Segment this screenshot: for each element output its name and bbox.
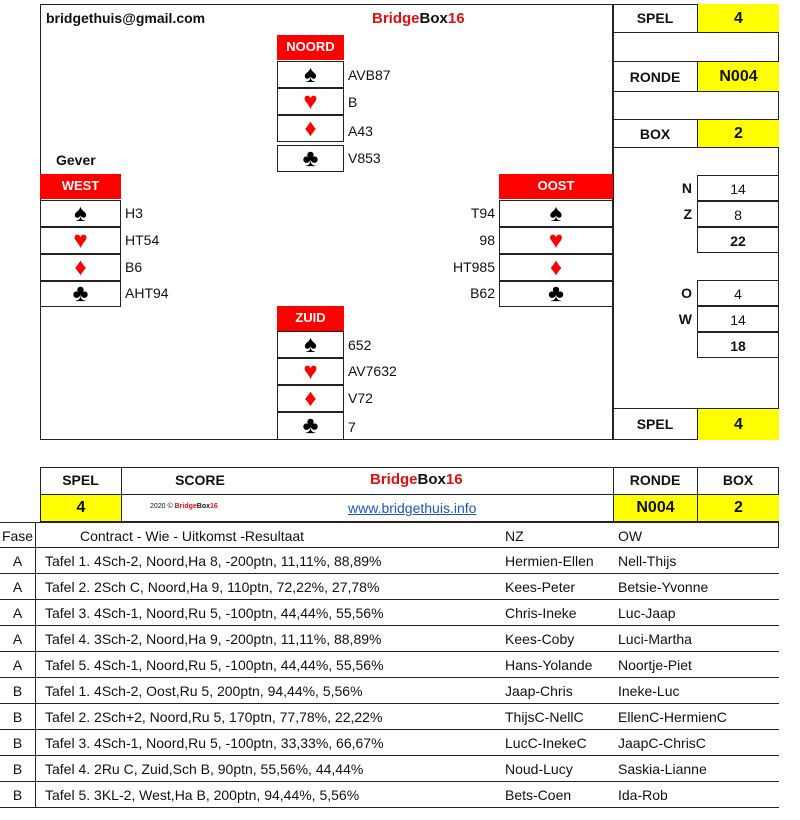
hcp-seat-n: N (681, 180, 692, 196)
heart-icon: ♥ (277, 88, 344, 115)
row-nz: Bets-Coen (500, 782, 614, 808)
row-result: Tafel 2. 2Sch C, Noord,Ha 9, 110ptn, 72,22%, 27,78% (35, 574, 501, 600)
email-text: bridgethuis@gmail.com (46, 10, 206, 26)
row-ow: Betsie-Yvonne (613, 574, 779, 600)
hcp-seat-w: W (678, 311, 692, 327)
noord-header: NOORD (277, 35, 344, 60)
row-result: Tafel 2. 2Sch+2, Noord,Ru 5, 170ptn, 77,78%, 22,22% (35, 704, 501, 730)
noord-spades: AVB87 (348, 67, 391, 83)
table-row (0, 756, 800, 782)
results-table (0, 522, 800, 812)
row-fase: B (0, 782, 36, 808)
copyright: 2020 © BridgeBox16 (150, 503, 218, 510)
row-fase: A (0, 574, 36, 600)
brand-logo: BridgeBox16 (372, 10, 465, 27)
col-divider (121, 467, 122, 522)
side-spacer (613, 33, 779, 62)
heart-icon: ♥ (277, 358, 344, 385)
club-icon: ♣ (499, 281, 613, 307)
hcp-total-ow: 18 (697, 332, 779, 358)
row-result: Tafel 4. 2Ru C, Zuid,Sch B, 90ptn, 55,56%, 44,44% (35, 756, 501, 782)
diamond-icon: ♦ (40, 254, 121, 281)
dealer-label: Gever (56, 152, 96, 168)
spade-icon: ♠ (277, 331, 344, 358)
row-ow: Noortje-Piet (613, 652, 779, 678)
row-fase: A (0, 600, 36, 626)
row-nz: Hermien-Ellen (500, 548, 614, 574)
row-result: Tafel 1. 4Sch-2, Noord,Ha 8, -200ptn, 11,11%, 88,89% (35, 548, 501, 574)
side-spacer (613, 92, 779, 120)
row-ow: Luci-Martha (613, 626, 779, 652)
oost-header: OOST (499, 174, 613, 199)
oost-spades: T94 (470, 205, 495, 221)
row-ow: Nell-Thijs (613, 548, 779, 574)
west-diamonds: B6 (125, 259, 143, 275)
row-ow: JaapC-ChrisC (613, 730, 779, 756)
oost-hearts: 98 (479, 232, 495, 248)
spade-icon: ♠ (277, 61, 344, 88)
table-row (0, 782, 800, 808)
score-spel-value: 4 (41, 495, 121, 521)
row-ow: EllenC-HermienC (613, 704, 779, 730)
noord-clubs: V853 (348, 150, 381, 166)
table-row (0, 652, 800, 678)
col-ow-header: OW (613, 522, 779, 548)
row-nz: Kees-Peter (500, 574, 614, 600)
table-row (0, 600, 800, 626)
row-result: Tafel 5. 3KL-2, West,Ha B, 200ptn, 94,44%, 5,56% (35, 782, 501, 808)
hcp-value-w: 14 (697, 306, 779, 332)
score-brand: BridgeBox16 (370, 471, 463, 488)
row-fase: A (0, 626, 36, 652)
spade-icon: ♠ (40, 200, 121, 227)
club-icon: ♣ (40, 281, 121, 307)
zuid-diamonds: V72 (348, 390, 373, 406)
west-clubs: AHT94 (125, 285, 169, 301)
zuid-hearts: AV7632 (348, 363, 397, 379)
table-row (0, 678, 800, 704)
col-nz-header: NZ (500, 522, 614, 548)
row-ow: Ineke-Luc (613, 678, 779, 704)
row-fase: B (0, 730, 36, 756)
noord-diamonds: A43 (348, 123, 373, 139)
box-label: BOX (613, 120, 697, 148)
west-header: WEST (40, 174, 121, 199)
zuid-clubs: 7 (348, 419, 356, 435)
table-row (0, 626, 800, 652)
row-ow: Luc-Jaap (613, 600, 779, 626)
ronde-value: N004 (697, 62, 779, 92)
score-spel-label: SPEL (62, 472, 99, 488)
table-header-row (0, 522, 800, 548)
row-nz: Jaap-Chris (500, 678, 614, 704)
club-icon: ♣ (277, 145, 344, 172)
spade-icon: ♠ (499, 200, 613, 227)
box-value: 2 (697, 120, 779, 148)
club-icon: ♣ (277, 412, 344, 440)
hcp-value-o: 4 (697, 280, 779, 306)
hcp-value-n: 14 (697, 175, 779, 201)
hcp-value-z: 8 (697, 201, 779, 227)
score-title: SCORE (175, 472, 225, 488)
spel-value: 4 (697, 4, 779, 33)
hcp-seat-o: O (681, 285, 692, 301)
col-fase-header: Fase (0, 522, 36, 548)
table-row (0, 574, 800, 600)
zuid-header: ZUID (277, 306, 344, 331)
row-nz: Chris-Ineke (500, 600, 614, 626)
row-ow: Ida-Rob (613, 782, 779, 808)
heart-icon: ♥ (499, 227, 613, 254)
heart-icon: ♥ (40, 227, 121, 254)
hcp-total-nz: 22 (697, 227, 779, 253)
row-result: Tafel 3. 4Sch-1, Noord,Ru 5, -100ptn, 44,44%, 55,56% (35, 600, 501, 626)
oost-diamonds: HT985 (452, 259, 495, 275)
table-row (0, 548, 800, 574)
row-nz: Hans-Yolande (500, 652, 614, 678)
table-row (0, 730, 800, 756)
oost-clubs: B62 (470, 285, 495, 301)
col-contract-header: Contract - Wie - Uitkomst -Resultaat (35, 522, 501, 548)
row-result: Tafel 4. 3Sch-2, Noord,Ha 9, -200ptn, 11,11%, 88,89% (35, 626, 501, 652)
hcp-seat-z: Z (683, 206, 692, 222)
row-fase: B (0, 704, 36, 730)
row-ow: Saskia-Lianne (613, 756, 779, 782)
table-row (0, 704, 800, 730)
row-nz: Kees-Coby (500, 626, 614, 652)
row-result: Tafel 3. 4Sch-1, Noord,Ru 5, -100ptn, 33,33%, 66,67% (35, 730, 501, 756)
row-fase: A (0, 652, 36, 678)
diamond-icon: ♦ (277, 385, 344, 412)
website-link[interactable]: www.bridgethuis.info (348, 500, 477, 516)
spel-value-bottom: 4 (697, 409, 779, 440)
diamond-icon: ♦ (499, 254, 613, 281)
ronde-label: RONDE (613, 62, 697, 92)
row-result: Tafel 1. 4Sch-2, Oost,Ru 5, 200ptn, 94,44%, 5,56% (35, 678, 501, 704)
row-result: Tafel 5. 4Sch-1, Noord,Ru 5, -100ptn, 44,44%, 55,56% (35, 652, 501, 678)
row-fase: B (0, 678, 36, 704)
row-fase: A (0, 548, 36, 574)
score-box-label: BOX (722, 472, 754, 488)
spel-label-bottom: SPEL (636, 416, 674, 432)
zuid-spades: 652 (348, 337, 372, 353)
score-ronde-value: N004 (614, 495, 697, 521)
row-nz: Noud-Lucy (500, 756, 614, 782)
diamond-icon: ♦ (277, 115, 344, 142)
west-hearts: HT54 (125, 232, 160, 248)
row-fase: B (0, 756, 36, 782)
row-nz: LucC-InekeC (500, 730, 614, 756)
noord-hearts: B (348, 94, 358, 110)
score-ronde-label: RONDE (629, 472, 681, 488)
spel-label: SPEL (613, 4, 697, 33)
west-spades: H3 (125, 205, 143, 221)
row-nz: ThijsC-NellC (500, 704, 614, 730)
score-box-value: 2 (698, 495, 779, 521)
